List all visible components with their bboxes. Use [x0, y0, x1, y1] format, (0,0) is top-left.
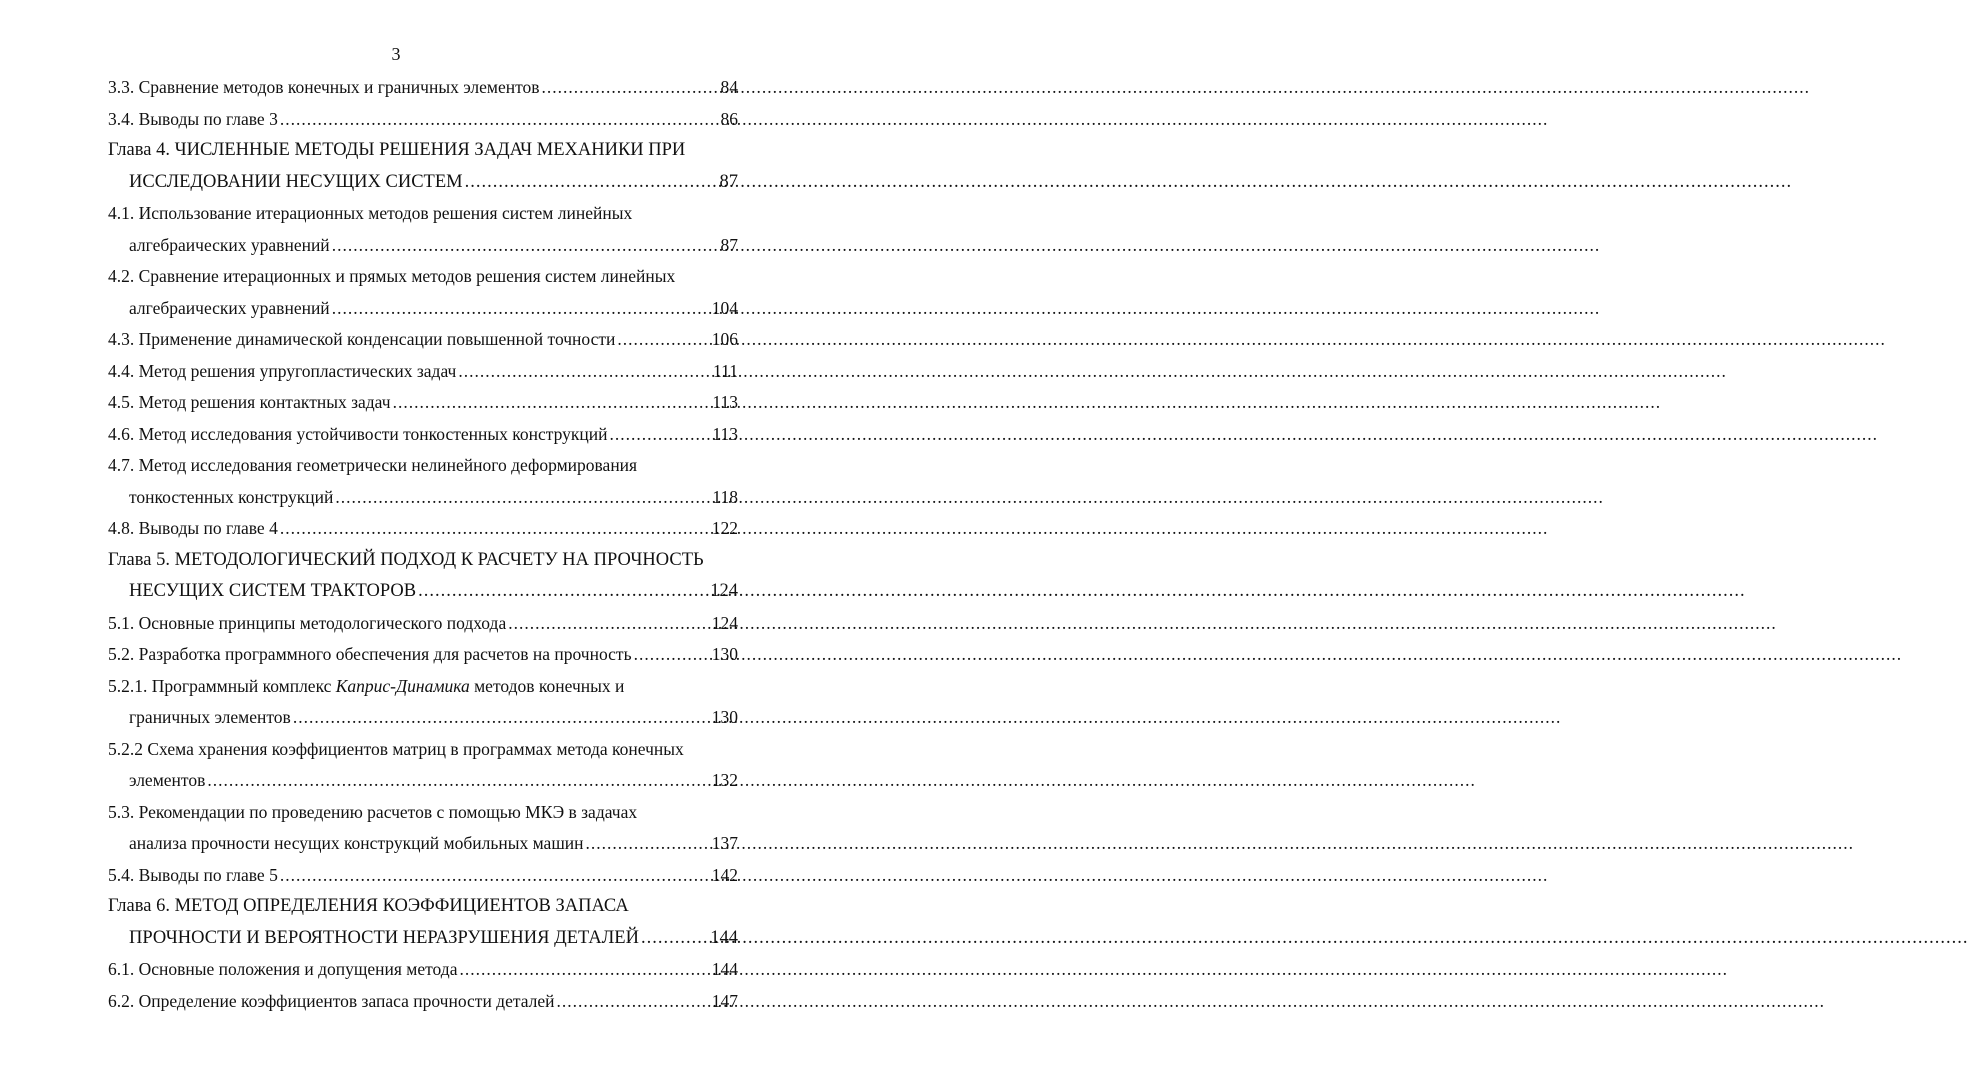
toc-entry: [108, 230, 738, 262]
toc-entry-page: 86: [720, 108, 738, 129]
toc-entry: [108, 954, 738, 986]
toc-entry: [108, 104, 738, 136]
toc-chapter-heading: [108, 891, 738, 923]
dot-leader: [617, 324, 709, 356]
dot-leader: [508, 608, 710, 640]
toc-entry: [108, 765, 738, 797]
toc-entry-page: 137: [711, 833, 738, 853]
toc-entry-title-end: методов конечных и: [469, 675, 625, 696]
dot-leader: [458, 356, 711, 388]
toc-entry-title: Глава 5. МЕТОДОЛОГИЧЕСКИЙ ПОДХОД К РАСЧЕТУ НА ПРОЧНОСТЬ: [108, 549, 704, 570]
toc-entry: [108, 608, 738, 640]
toc-entry-title: 6.1. Основные положения и допущения метода: [108, 959, 458, 979]
dot-leader: [280, 104, 719, 136]
toc-entry-title: 4.7. Метод исследования геометрически нелинейного деформирования: [108, 455, 638, 475]
toc-entry: [108, 797, 738, 829]
toc-entry: [108, 702, 738, 734]
toc-entry-title-start: 5.2.1. Программный комплекс: [108, 675, 336, 696]
toc-entry: [108, 387, 738, 419]
toc-entry: [108, 356, 738, 388]
dot-leader: [207, 765, 709, 797]
toc-entry-title: [108, 671, 624, 703]
toc-entry-title: 4.2. Сравнение итерационных и прямых методов решения систем линейных: [108, 266, 676, 286]
dot-leader: [280, 513, 710, 545]
toc-entry: [108, 198, 738, 230]
toc-entry-page: 113: [712, 392, 738, 412]
toc-entry: [108, 324, 738, 356]
toc-entry-title: Глава 4. ЧИСЛЕННЫЕ МЕТОДЫ РЕШЕНИЯ ЗАДАЧ МЕХАНИКИ ПРИ: [108, 140, 686, 160]
toc-entry: [108, 576, 738, 608]
software-name: Каприс-Динамика: [335, 675, 470, 696]
toc-entry-title: 4.4. Метод решения упругопластических задач: [108, 360, 457, 381]
toc-entry-title: 5.1. Основные принципы методологического подхода: [108, 612, 507, 633]
toc-entry-page: 87: [720, 234, 738, 255]
toc-entry-title: тонкостенных конструкций: [129, 486, 334, 507]
dot-leader: [459, 954, 709, 986]
toc-entry-page: 147: [711, 990, 738, 1011]
toc-entry-title: НЕСУЩИХ СИСТЕМ ТРАКТОРОВ: [129, 581, 417, 601]
toc-entry-title: 5.4. Выводы по главе 5: [108, 864, 278, 885]
toc-entry-title: Глава 6. МЕТОД ОПРЕДЕЛЕНИЯ КОЭФФИЦИЕНТОВ ЗАПАСА: [108, 896, 629, 916]
dot-leader: [586, 828, 710, 860]
toc-entry-title: алгебраических уравнений: [129, 234, 330, 255]
dot-leader: [280, 860, 710, 892]
toc-entry-title: 5.2. Разработка программного обеспечения для расчетов на прочность: [108, 644, 632, 664]
toc-entry-page: 132: [711, 770, 738, 790]
toc-chapter-heading: [108, 135, 738, 167]
toc-entry: [108, 671, 738, 703]
toc-entry-title: 5.3. Рекомендации по проведению расчетов с помощью МКЭ в задачах: [108, 801, 638, 822]
toc-entry: [108, 419, 738, 451]
dot-leader: [542, 72, 719, 104]
toc-entry-page: 118: [712, 486, 738, 507]
toc-entry-title: 4.6. Метод исследования устойчивости тонкостенных конструкций: [108, 423, 608, 444]
toc-entry: [108, 923, 738, 955]
toc-entry: [108, 639, 738, 671]
toc-entry-title: 4.5. Метод решения контактных задач: [108, 392, 391, 412]
toc-entry-page: 106: [711, 329, 738, 349]
toc-entry: [108, 293, 738, 325]
toc-entry-page: 124: [711, 612, 738, 633]
toc-entry: [108, 450, 738, 482]
page-number: 3: [391, 44, 401, 64]
toc-entry-title: ПРОЧНОСТИ И ВЕРОЯТНОСТИ НЕРАЗРУШЕНИЯ ДЕТАЛЕЙ: [129, 927, 639, 948]
toc-entry: [108, 734, 738, 766]
dot-leader: [293, 702, 710, 734]
toc-entry-page: 113: [712, 423, 738, 444]
dot-leader: [634, 639, 710, 671]
toc-entry-page: 111: [713, 360, 738, 381]
dot-leader: [557, 986, 710, 1018]
toc-entry-title: 3.4. Выводы по главе 3: [108, 108, 278, 129]
toc-entry-page: 87: [719, 171, 738, 192]
toc-entry-page: 130: [711, 644, 738, 664]
dot-leader: [418, 576, 708, 608]
toc-entry-title: 4.1. Использование итерационных методов решения систем линейных: [108, 203, 633, 223]
toc-entry: [108, 167, 738, 199]
toc-entry: [108, 482, 738, 514]
toc-entry-title: 6.2. Определение коэффициентов запаса прочности деталей: [108, 990, 555, 1011]
dot-leader: [610, 419, 711, 451]
toc-entry-title: 4.3. Применение динамической конденсации повышенной точности: [108, 329, 616, 349]
toc-entry-title: граничных элементов: [129, 707, 291, 727]
toc-entry-title: элементов: [129, 770, 206, 790]
toc-entry-title: алгебраических уравнений: [129, 297, 330, 318]
toc-entry: [108, 72, 738, 104]
dot-leader: [393, 387, 711, 419]
toc-entry-title: ИССЛЕДОВАНИИ НЕСУЩИХ СИСТЕМ: [129, 171, 463, 192]
dot-leader: [332, 293, 710, 325]
toc-entry: [108, 860, 738, 892]
toc-entry-page: 130: [711, 707, 738, 727]
toc-entry-page: 122: [711, 518, 738, 538]
toc-entry-page: 104: [711, 297, 738, 318]
toc-entry-page: 144: [710, 927, 738, 948]
toc-entry-page: 84: [720, 77, 738, 97]
toc-entry: [108, 513, 738, 545]
toc-entry: [108, 986, 738, 1018]
toc-entry-title: 4.8. Выводы по главе 4: [108, 518, 278, 538]
toc-entry-title: 3.3. Сравнение методов конечных и граничных элементов: [108, 77, 540, 97]
table-of-contents: [108, 72, 738, 1017]
dot-leader: [641, 923, 708, 955]
toc-entry-title: 5.2.2 Схема хранения коэффициентов матриц в программах метода конечных: [108, 738, 684, 759]
toc-chapter-heading: [108, 545, 738, 577]
toc-entry-page: 142: [711, 864, 738, 885]
toc-entry: [108, 261, 738, 293]
toc-entry-page: 124: [710, 581, 738, 601]
toc-entry: [108, 828, 738, 860]
toc-entry-title: анализа прочности несущих конструкций мобильных машин: [129, 833, 584, 853]
dot-leader: [465, 167, 718, 199]
toc-entry-page: 144: [711, 959, 738, 979]
dot-leader: [335, 482, 710, 514]
dot-leader: [332, 230, 719, 262]
